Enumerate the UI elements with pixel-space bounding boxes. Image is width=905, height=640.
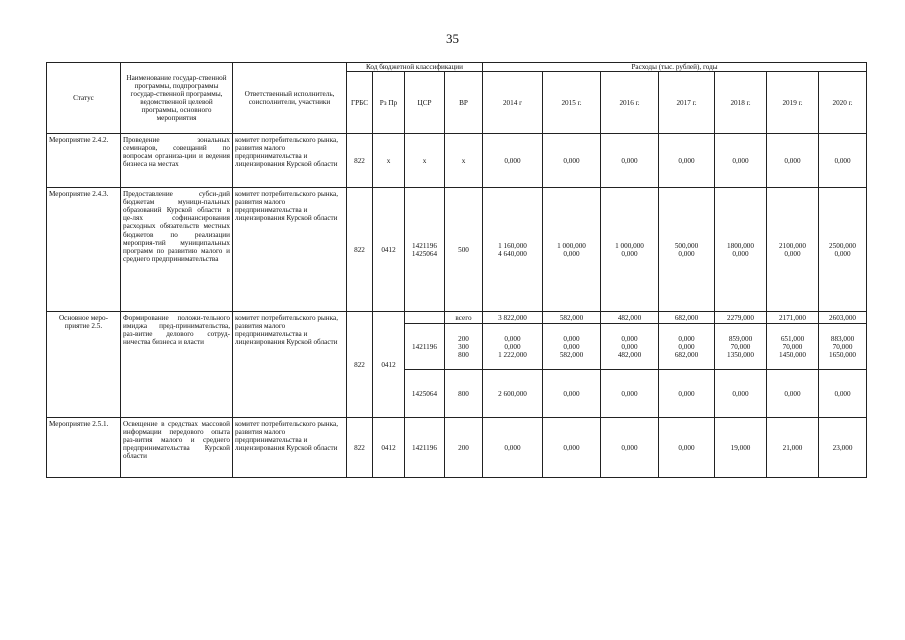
row-value-2016: 0,000 [601, 134, 659, 188]
row-status: Мероприятие 2.5.1. [47, 418, 121, 478]
row-value-2014: 2 600,000 [483, 370, 543, 418]
vr-line: 200 [458, 334, 469, 343]
table-row [47, 188, 867, 312]
header-rzpr: Рз Пр [373, 72, 405, 134]
row-value-2014 [483, 324, 543, 370]
value-line: 1 222,000 [498, 350, 527, 359]
row-value-2016 [601, 324, 659, 370]
row-value-2018 [715, 324, 767, 370]
row-value-2020: 0,000 [819, 134, 867, 188]
value-line: 2100,000 [779, 241, 806, 250]
row-value-2020 [819, 188, 867, 312]
row-vr: 200 [445, 418, 483, 478]
header-year-2019: 2019 г. [767, 72, 819, 134]
header-vr: ВР [445, 72, 483, 134]
row-total-2018: 2279,000 [715, 312, 767, 324]
row-executor: комитет потребительского рынка, развития малого предпринимательства и лицензирования Курской области [233, 188, 347, 312]
row-value-2014: 0,000 [483, 134, 543, 188]
row-value-2015 [543, 324, 601, 370]
row-value-2017: 0,000 [659, 418, 715, 478]
row-value-2019 [767, 324, 819, 370]
value-line: 883,000 [830, 334, 855, 343]
row-executor: комитет потребительского рынка, развития малого предпринимательства и лицензирования Курской области [233, 134, 347, 188]
row-total-2017: 682,000 [659, 312, 715, 324]
row-value-2019: 21,000 [767, 418, 819, 478]
row-csr: 1421196 [405, 418, 445, 478]
row-value-2019 [767, 188, 819, 312]
row-grbs: 822 [347, 418, 373, 478]
csr-line: 1421196 [412, 241, 437, 250]
vr-line: 300 [458, 342, 469, 351]
header-year-2016: 2016 г. [601, 72, 659, 134]
row-value-2015 [543, 188, 601, 312]
header-year-2018: 2018 г. [715, 72, 767, 134]
value-line: 0,000 [678, 334, 695, 343]
header-year-2015: 2015 г. [543, 72, 601, 134]
row-value-2016: 0,000 [601, 418, 659, 478]
budget-table [46, 62, 867, 478]
row-vr: 800 [445, 370, 483, 418]
row-vr [445, 324, 483, 370]
value-line: 70,000 [832, 342, 853, 351]
row-name: Освещение в средствах массовой информации передового опыта раз-вития малого и среднего предпринимательства Курской области [121, 418, 233, 478]
value-line: 0,000 [563, 249, 580, 258]
value-line: 0,000 [563, 342, 580, 351]
header-year-2014: 2014 г [483, 72, 543, 134]
header-csr: ЦСР [405, 72, 445, 134]
row-grbs: 822 [347, 134, 373, 188]
row-name: Проведение зональных семинаров, совещаний по вопросам организа-ции и ведения бизнеса на местах [121, 134, 233, 188]
row-grbs: 822 [347, 188, 373, 312]
row-value-2018: 19,000 [715, 418, 767, 478]
row-total-2015: 582,000 [543, 312, 601, 324]
csr-line: 1425064 [411, 249, 438, 258]
row-value-2015: 0,000 [543, 418, 601, 478]
header-year-2020: 2020 г. [819, 72, 867, 134]
value-line: 1350,000 [727, 350, 754, 359]
row-csr: 1421196 [405, 324, 445, 370]
row-value-2018 [715, 188, 767, 312]
row-value-2017: 0,000 [659, 134, 715, 188]
value-line: 0,000 [563, 334, 580, 343]
row-value-2015: 0,000 [543, 370, 601, 418]
row-value-2015: 0,000 [543, 134, 601, 188]
value-line: 0,000 [732, 249, 749, 258]
row-grbs: 822 [347, 312, 373, 418]
row-value-2017: 0,000 [659, 370, 715, 418]
row-value-2017 [659, 324, 715, 370]
value-line: 0,000 [678, 342, 695, 351]
row-rzpr: 0412 [373, 418, 405, 478]
row-value-2014: 0,000 [483, 418, 543, 478]
table-row [47, 418, 867, 478]
row-name: Формирование положи-тельного имиджа пред-принимательства, раз-витие делового сотруд-ничества бизнеса и власти [121, 312, 233, 418]
page-number: 35 [446, 31, 459, 46]
value-line: 0,000 [504, 334, 521, 343]
row-total-label: всего [445, 312, 483, 324]
value-line: 1 160,000 [498, 241, 527, 250]
value-line: 0,000 [834, 249, 851, 258]
header-budget-code-group: Код бюджетной классификации [347, 63, 483, 72]
value-line: 4 640,000 [498, 249, 527, 258]
row-rzpr: х [373, 134, 405, 188]
value-line: 0,000 [621, 249, 638, 258]
row-value-2019: 0,000 [767, 370, 819, 418]
row-csr: 1425064 [405, 370, 445, 418]
row-value-2020: 23,000 [819, 418, 867, 478]
row-status: Основное меро-приятие 2.5. [47, 312, 121, 418]
row-value-2018: 0,000 [715, 134, 767, 188]
value-line: 70,000 [730, 342, 751, 351]
value-line: 0,000 [504, 342, 521, 351]
value-line: 0,000 [784, 249, 801, 258]
row-vr: 500 [445, 188, 483, 312]
row-value-2016: 0,000 [601, 370, 659, 418]
row-rzpr: 0412 [373, 312, 405, 418]
row-value-2019: 0,000 [767, 134, 819, 188]
row-value-2020 [819, 324, 867, 370]
row-total-2020: 2603,000 [819, 312, 867, 324]
header-grbs: ГРБС [347, 72, 373, 134]
header-year-2017: 2017 г. [659, 72, 715, 134]
value-line: 682,000 [674, 350, 699, 359]
value-line: 859,000 [728, 334, 753, 343]
header-executor: Ответственный исполнитель, соисполнители, участники [233, 63, 347, 134]
value-line: 1650,000 [829, 350, 856, 359]
row-total-2016: 482,000 [601, 312, 659, 324]
row-value-2014 [483, 188, 543, 312]
table-row [47, 312, 867, 324]
value-line: 0,000 [678, 249, 695, 258]
value-line: 1800,000 [727, 241, 754, 250]
vr-line: 800 [458, 350, 469, 359]
row-value-2016 [601, 188, 659, 312]
row-rzpr: 0412 [373, 188, 405, 312]
value-line: 482,000 [617, 350, 642, 359]
header-expenses-group: Расходы (тыс. рублей), годы [483, 63, 867, 72]
value-line: 70,000 [782, 342, 803, 351]
value-line: 500,000 [674, 241, 699, 250]
row-executor: комитет потребительского рынка, развития малого предпринимательства и лицензирования Курской области [233, 312, 347, 418]
row-total-2019: 2171,000 [767, 312, 819, 324]
row-value-2017 [659, 188, 715, 312]
value-line: 0,000 [621, 334, 638, 343]
row-executor: комитет потребительского рынка, развития малого предпринимательства и лицензирования Курской области [233, 418, 347, 478]
value-line: 582,000 [559, 350, 584, 359]
row-vr: х [445, 134, 483, 188]
row-value-2020: 0,000 [819, 370, 867, 418]
row-value-2018: 0,000 [715, 370, 767, 418]
value-line: 1 000,000 [557, 241, 586, 250]
value-line: 1 000,000 [615, 241, 644, 250]
value-line: 1450,000 [779, 350, 806, 359]
table-row [47, 134, 867, 188]
row-status: Мероприятие 2.4.2. [47, 134, 121, 188]
row-csr-empty [405, 312, 445, 324]
row-total-2014: 3 822,000 [483, 312, 543, 324]
row-csr [405, 188, 445, 312]
header-status: Статус [47, 63, 121, 134]
row-status: Мероприятие 2.4.3. [47, 188, 121, 312]
value-line: 2500,000 [829, 241, 856, 250]
value-line: 0,000 [621, 342, 638, 351]
row-csr: х [405, 134, 445, 188]
value-line: 651,000 [780, 334, 805, 343]
header-name: Наименование государ-ственной программы, подпрограммы государ-ственной программы, ведомственной целевой программы, основного мероприятия [121, 63, 233, 134]
row-name: Предоставление субси-дий бюджетам муници-пальных образований Курской области в це-лях софинансирования расходных обязательств местных бюджетов по реализации мероприя-тий муниципальных программ по развитию малого и среднего предпринимательства [121, 188, 233, 312]
